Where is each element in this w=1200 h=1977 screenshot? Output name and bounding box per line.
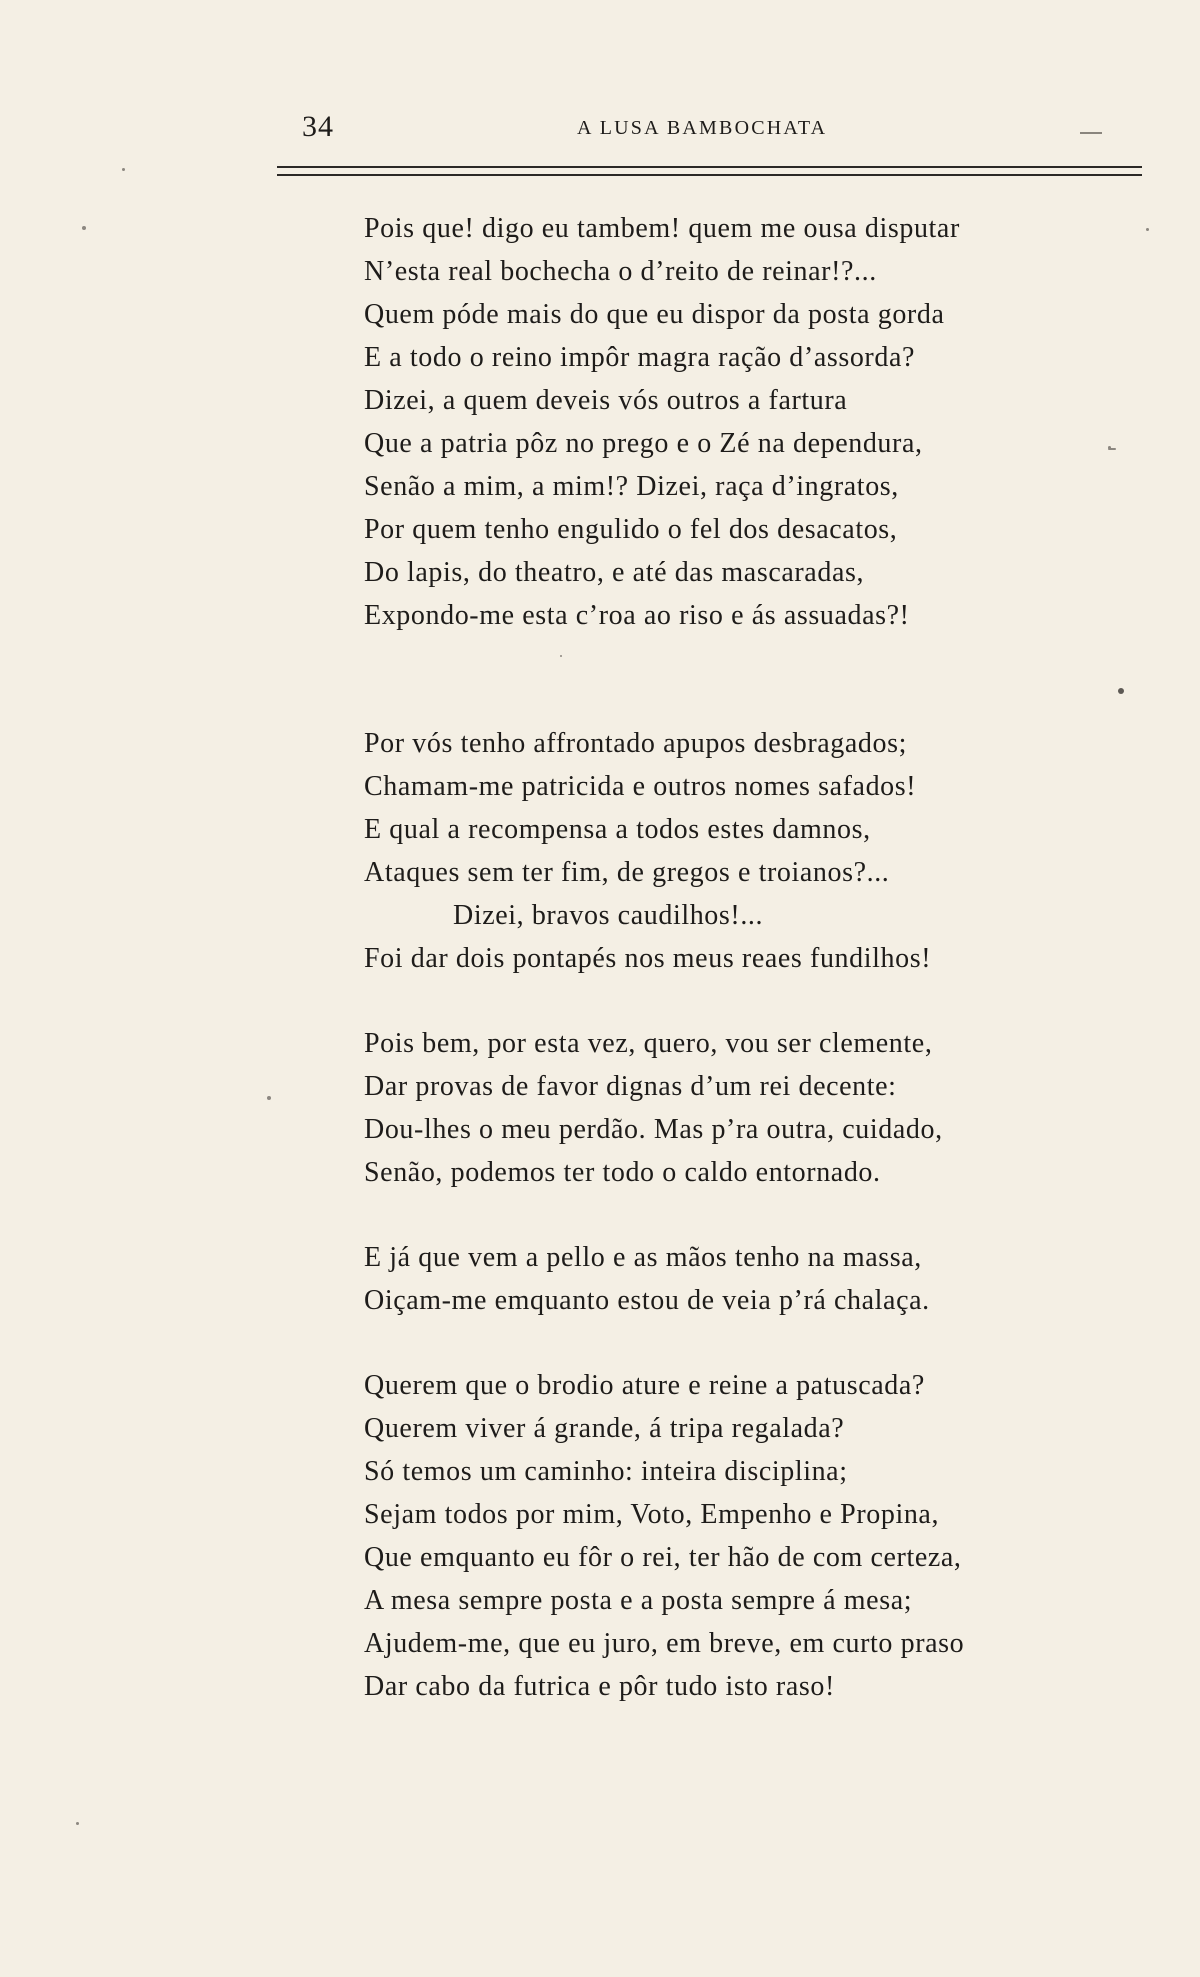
verse-line: Dar cabo da futrica e pôr tudo isto raso! xyxy=(364,1671,835,1702)
margin-dash xyxy=(1080,132,1102,134)
rule-line-bottom xyxy=(277,174,1142,176)
stanza-4 xyxy=(364,1236,930,1322)
rule-line-top xyxy=(277,166,1142,168)
paper-speck xyxy=(1108,448,1116,450)
verse-line: Sejam todos por mim, Voto, Empenho e Propina, xyxy=(364,1499,940,1530)
page-number: 34 xyxy=(302,110,334,143)
verse-line: Dou-lhes o meu perdão. Mas p’ra outra, cuidado, xyxy=(364,1114,943,1145)
verse-line: Senão, podemos ter todo o caldo entornado. xyxy=(364,1157,881,1188)
verse-line: Pois bem, por esta vez, quero, vou ser clemente, xyxy=(364,1028,933,1059)
verse-line: Que a patria pôz no prego e o Zé na dependura, xyxy=(364,428,923,459)
verse-line: Dizei, a quem deveis vós outros a fartura xyxy=(364,385,848,416)
verse-line: Senão a mim, a mim!? Dizei, raça d’ingratos, xyxy=(364,471,899,502)
verse-line: E já que vem a pello e as mãos tenho na massa, xyxy=(364,1242,922,1273)
verse-line: Pois que! digo eu tambem! quem me ousa disputar xyxy=(364,213,960,244)
paper-speck xyxy=(76,1822,79,1825)
paper-speck xyxy=(1118,688,1124,694)
paper-speck xyxy=(122,168,125,171)
verse-line: A mesa sempre posta e a posta sempre á mesa; xyxy=(364,1585,913,1616)
verse-line: Quem póde mais do que eu dispor da posta gorda xyxy=(364,299,945,330)
paper-speck xyxy=(267,1096,271,1100)
stanza-1 xyxy=(364,207,960,637)
verse-line: Querem viver á grande, á tripa regalada? xyxy=(364,1413,845,1444)
verse-line: Por quem tenho engulido o fel dos desacatos, xyxy=(364,514,898,545)
paper-speck xyxy=(82,226,86,230)
paper-speck xyxy=(1146,228,1149,231)
verse-line: Só temos um caminho: inteira disciplina; xyxy=(364,1456,848,1487)
verse-line: Que emquanto eu fôr o rei, ter hão de com certeza, xyxy=(364,1542,962,1573)
verse-line: Ajudem-me, que eu juro, em breve, em curto praso xyxy=(364,1628,965,1659)
verse-line: Chamam-me patricida e outros nomes safados! xyxy=(364,771,917,802)
verse-line: E a todo o reino impôr magra ração d’assorda? xyxy=(364,342,916,373)
verse-line: Querem que o brodio ature e reine a patuscada? xyxy=(364,1370,925,1401)
verse-line: Oiçam-me emquanto estou de veia p’rá chalaça. xyxy=(364,1285,930,1316)
header-double-rule xyxy=(277,166,1142,177)
verse-line-indented: Dizei, bravos caudilhos!... xyxy=(453,900,764,931)
verse-line: E qual a recompensa a todos estes damnos, xyxy=(364,814,871,845)
verse-line: Foi dar dois pontapés nos meus reaes fundilhos! xyxy=(364,943,932,974)
verse-line: Do lapis, do theatro, e até das mascaradas, xyxy=(364,557,865,588)
stanza-3 xyxy=(364,1022,943,1194)
verse-line: Ataques sem ter fim, de gregos e troianos?... xyxy=(364,857,890,888)
verse-line: Dar provas de favor dignas d’um rei decente: xyxy=(364,1071,897,1102)
running-title: A LUSA BAMBOCHATA xyxy=(577,117,828,139)
verse-line: Por vós tenho affrontado apupos desbragados; xyxy=(364,728,908,759)
verse-line: Expondo-me esta c’roa ao riso e ás assuadas?! xyxy=(364,600,910,631)
paper-speck xyxy=(560,655,562,657)
stanza-5 xyxy=(364,1364,964,1708)
verse-line: N’esta real bochecha o d’reito de reinar!?... xyxy=(364,256,877,287)
stanza-2 xyxy=(364,722,931,980)
